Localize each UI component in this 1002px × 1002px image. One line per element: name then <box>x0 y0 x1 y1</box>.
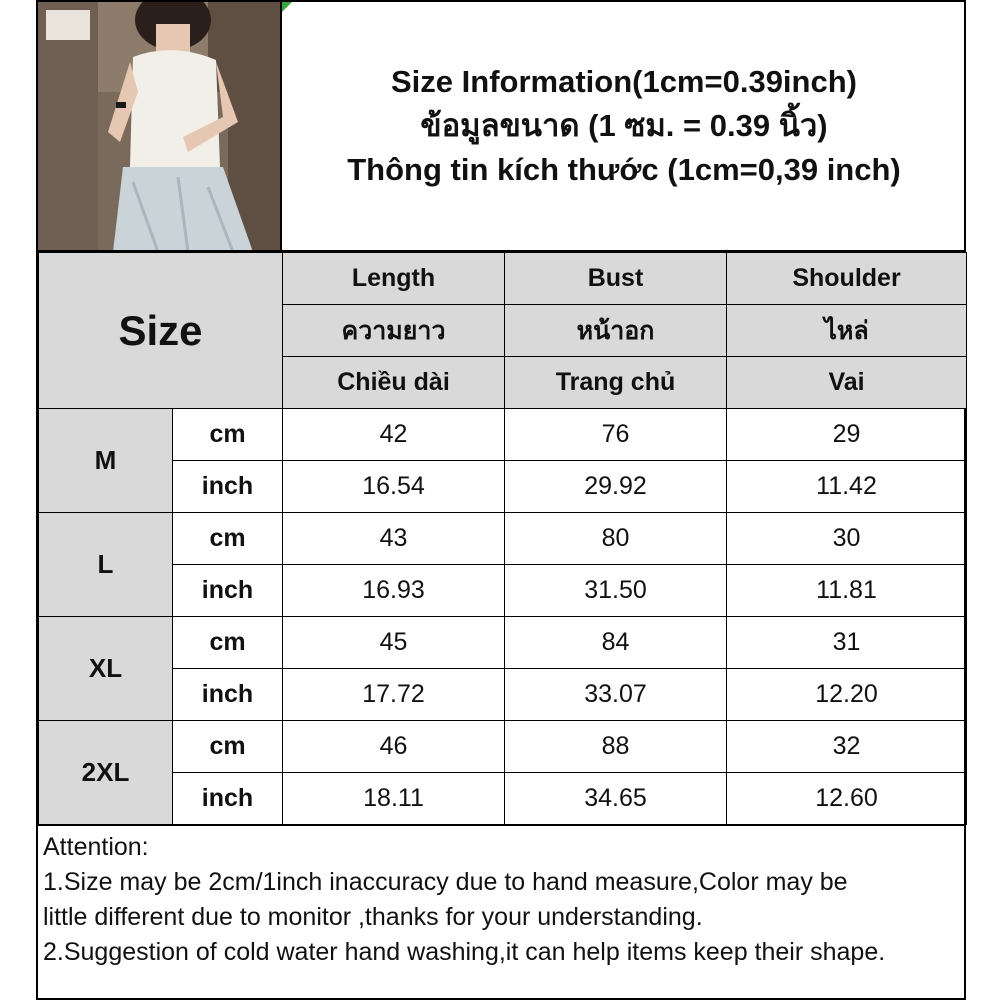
cell-length: 45 <box>283 617 505 669</box>
cell-shoulder: 11.42 <box>727 461 967 513</box>
unit-cm: cm <box>173 617 283 669</box>
cell-length: 16.54 <box>283 461 505 513</box>
title-vietnamese: Thông tin kích thước (1cm=0,39 inch) <box>347 152 901 187</box>
table-row <box>39 773 967 825</box>
note-line-1: 1.Size may be 2cm/1inch inaccuracy due to hand measure,Color may be <box>43 868 848 896</box>
size-chart-sheet <box>36 0 966 1000</box>
size-label-xl: XL <box>39 617 173 721</box>
table-row <box>39 513 967 565</box>
table-row <box>39 669 967 721</box>
note-line-2: little different due to monitor ,thanks for your understanding. <box>43 903 703 931</box>
cell-shoulder: 11.81 <box>727 565 967 617</box>
cell-length: 43 <box>283 513 505 565</box>
cell-bust: 88 <box>505 721 727 773</box>
title-block <box>282 2 966 252</box>
title-english: Size Information(1cm=0.39inch) <box>391 64 857 99</box>
notes-heading: Attention: <box>43 833 149 861</box>
table-row <box>39 721 967 773</box>
column-header-length-th: ความยาว <box>283 305 505 357</box>
table-row <box>39 565 967 617</box>
cell-shoulder: 32 <box>727 721 967 773</box>
cell-shoulder: 12.20 <box>727 669 967 721</box>
cell-shoulder: 12.60 <box>727 773 967 825</box>
cell-length: 17.72 <box>283 669 505 721</box>
cell-shoulder: 29 <box>727 409 967 461</box>
size-label-2xl: 2XL <box>39 721 173 825</box>
column-header-bust-th: หน้าอก <box>505 305 727 357</box>
unit-inch: inch <box>173 565 283 617</box>
column-header-shoulder-en: Shoulder <box>727 253 967 305</box>
table-row <box>39 461 967 513</box>
cell-shoulder: 31 <box>727 617 967 669</box>
cell-bust: 34.65 <box>505 773 727 825</box>
cell-bust: 76 <box>505 409 727 461</box>
unit-inch: inch <box>173 669 283 721</box>
cell-bust: 29.92 <box>505 461 727 513</box>
column-header-length-en: Length <box>283 253 505 305</box>
cell-shoulder: 30 <box>727 513 967 565</box>
cell-length: 18.11 <box>283 773 505 825</box>
cell-bust: 33.07 <box>505 669 727 721</box>
size-header: Size <box>39 253 283 409</box>
column-header-bust-en: Bust <box>505 253 727 305</box>
unit-inch: inch <box>173 773 283 825</box>
note-line-3: 2.Suggestion of cold water hand washing,it can help items keep their shape. <box>43 938 886 966</box>
cell-bust: 84 <box>505 617 727 669</box>
cell-length: 42 <box>283 409 505 461</box>
column-header-bust-vi: Trang chủ <box>505 357 727 409</box>
column-header-shoulder-vi: Vai <box>727 357 967 409</box>
unit-cm: cm <box>173 513 283 565</box>
title-thai: ข้อมูลขนาด (1 ซม. = 0.39 นิ้ว) <box>420 108 828 143</box>
table-row <box>39 617 967 669</box>
size-table <box>38 252 967 825</box>
unit-inch: inch <box>173 461 283 513</box>
attention-notes <box>38 824 966 1000</box>
size-label-l: L <box>39 513 173 617</box>
column-header-shoulder-th: ไหล่ <box>727 305 967 357</box>
cell-length: 16.93 <box>283 565 505 617</box>
column-header-length-vi: Chiều dài <box>283 357 505 409</box>
cell-length: 46 <box>283 721 505 773</box>
unit-cm: cm <box>173 409 283 461</box>
model-image <box>38 2 282 252</box>
product-photo <box>38 2 282 252</box>
table-row <box>39 409 967 461</box>
cell-bust: 80 <box>505 513 727 565</box>
size-label-m: M <box>39 409 173 513</box>
unit-cm: cm <box>173 721 283 773</box>
cell-bust: 31.50 <box>505 565 727 617</box>
